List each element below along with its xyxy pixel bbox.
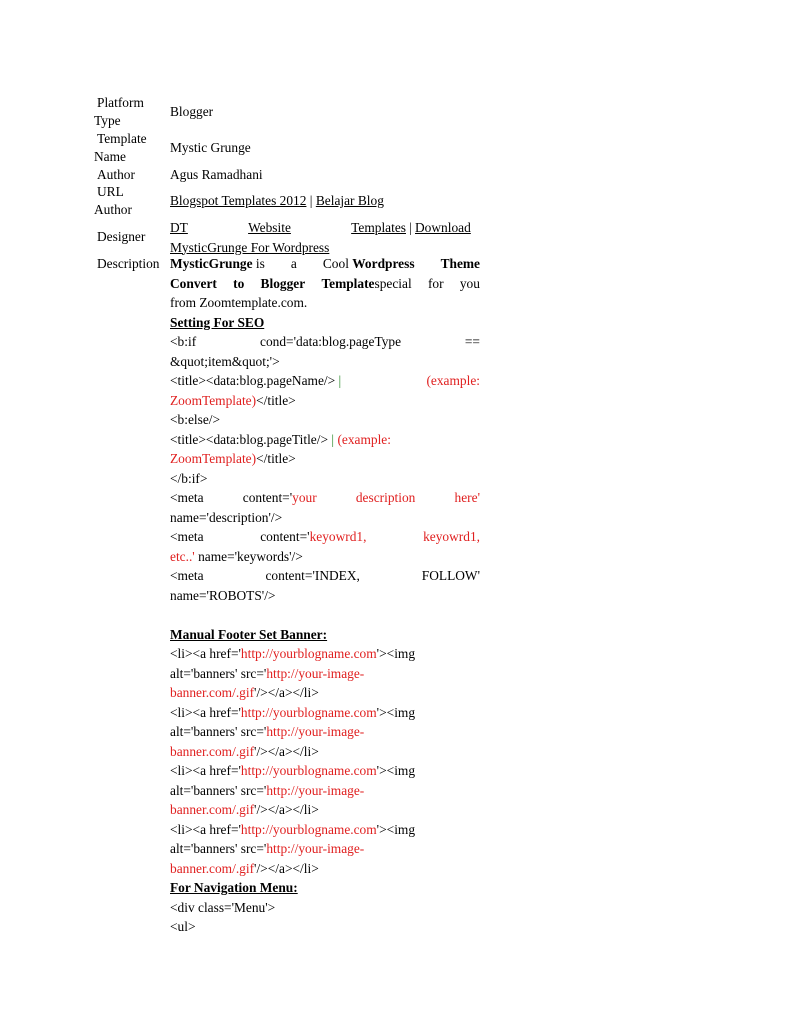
navigation-menu-heading: For Navigation Menu: [170,880,298,895]
designer-link-dt-website-templates[interactable] [170,218,406,238]
code-text: '><img [376,763,416,778]
label-text: Platform [97,95,144,110]
code-line: name='description'/> [170,509,283,525]
label-text: Template [97,131,147,146]
code-line [170,664,480,684]
label-description: Description [97,256,160,271]
intro-text: Cool [322,256,349,271]
designer-word: Templates [351,220,406,235]
code-text: <title><data:blog.pageTitle/> [170,431,329,447]
designer-link-mysticgrunge-wordpress[interactable]: MysticGrunge For Wordpress [170,239,330,255]
code-text: '><img [376,646,416,661]
code-example: (example: [337,431,391,447]
designer-line-1 [170,218,527,238]
code-text: '/></a></li> [254,802,319,817]
code-text: content=' [260,529,310,544]
separator: | [409,220,412,235]
code-url: http://your-image- [266,841,365,856]
code-example: (example: [426,373,480,388]
code-url: banner.com/.gif [170,860,255,876]
intro-bold-text: Wordpress [352,256,415,271]
value-author: Agus Ramadhani [170,167,263,182]
code-url: http://yourblogname.com [240,646,377,661]
intro-text: special [374,275,412,291]
code-line [170,430,480,450]
code-pipe: | [338,373,342,388]
code-text: alt='banners' src=' [170,782,267,798]
label-text: Author [94,201,132,217]
url-link-belajar-blog[interactable]: Belajar Blog [315,193,384,208]
value-template-name: Mystic Grunge [170,140,251,155]
code-text: alt='banners' src=' [170,841,267,856]
code-pipe: | [331,431,335,447]
intro-text: for [427,275,444,291]
code-line [170,566,480,586]
intro-bold-text: to [233,275,245,291]
intro-bold-text: Blogger [260,275,306,291]
code-url: banner.com/.gif [170,743,255,759]
label-text: Type [94,112,121,128]
code-text: '/></a></li> [254,685,319,700]
value-designer [170,218,527,257]
code-example: etc..' [170,548,195,564]
code-line [170,761,480,781]
code-line [170,644,480,664]
intro-line-2 [170,274,480,294]
code-text: <li><a href=' [170,704,241,720]
code-text: '/></a></li> [254,860,319,876]
designer-word: DT [170,220,188,235]
label-template-name [94,130,169,165]
intro-bold-text: MysticGrunge [170,256,253,271]
code-line: <div class='Menu'> [170,899,276,915]
code-text: '><img [376,821,416,837]
designer-word: Download [415,220,471,235]
code-text: alt='banners' src=' [170,665,267,681]
value-platform-type: Blogger [170,104,214,119]
code-example: here' [454,490,480,505]
code-text: <b:if [170,334,197,349]
intro-text: is [255,256,265,271]
code-line: <b:else/> [170,412,221,427]
code-text: cond='data:blog.pageType [260,334,402,349]
blank-line [170,605,480,625]
code-line: <ul> [170,919,196,934]
code-text: alt='banners' src=' [170,724,267,739]
label-text: Name [94,148,126,164]
intro-bold-text: Theme [440,256,480,271]
code-url: http://your-image- [266,665,365,681]
code-line [170,488,480,508]
code-line [170,332,480,352]
code-text: </title> [256,392,296,408]
code-line [170,800,480,820]
intro-line-3: from Zoomtemplate.com. [170,295,308,310]
code-url: http://yourblogname.com [240,704,377,720]
label-text: URL [97,184,124,199]
code-text: content='INDEX, [265,568,360,583]
code-line [170,839,480,859]
code-url: banner.com/.gif [170,802,255,817]
code-line [170,781,480,801]
code-url: http://yourblogname.com [240,821,377,837]
code-line [170,547,480,567]
code-example: description [355,490,416,505]
designer-link-download[interactable] [415,218,527,238]
code-text: <li><a href=' [170,646,241,661]
code-line [170,683,480,703]
code-line: &quot;item&quot;'> [170,353,280,369]
banner-item-2 [170,703,480,762]
description-content [170,254,480,937]
code-line [170,820,480,840]
separator: | [309,193,313,208]
code-text: '><img [376,704,416,720]
url-link-blogspot-templates[interactable]: Blogspot Templates 2012 [170,193,307,208]
banner-item-3 [170,761,480,820]
code-example: your [292,490,317,505]
code-line: </b:if> [170,470,208,486]
intro-text: you [459,275,480,291]
code-line [170,859,480,879]
code-example: ZoomTemplate) [170,451,257,466]
code-line [170,371,480,391]
code-url: banner.com/.gif [170,685,255,700]
intro-bold-text: Convert [170,275,217,291]
value-url-author [170,191,384,211]
banner-item-1 [170,644,480,703]
code-text: <meta [170,490,204,505]
seo-heading: Setting For SEO [170,314,265,330]
code-url: http://your-image- [266,724,365,739]
code-line [170,742,480,762]
code-text: <li><a href=' [170,763,241,778]
intro-text: a [290,256,297,271]
code-url: http://yourblogname.com [240,763,377,778]
banner-item-4 [170,820,480,879]
code-text: FOLLOW' [421,568,480,583]
code-url: http://your-image- [266,782,365,798]
code-text: <title><data:blog.pageName/> [170,373,336,388]
code-line [170,391,480,411]
code-example: ZoomTemplate) [170,392,257,408]
code-line [170,449,480,469]
code-text: content=' [242,490,293,505]
code-text: <meta [170,529,204,544]
designer-word: Website [248,220,291,235]
intro-line-1 [170,254,480,274]
label-designer: Designer [97,229,146,244]
code-text: </title> [256,451,296,466]
label-platform-type [94,94,169,129]
code-line [170,703,480,723]
code-example: keyowrd1, [309,529,367,544]
code-example: keyowrd1, [423,529,480,544]
footer-banner-heading: Manual Footer Set Banner: [170,626,328,642]
code-line [170,722,480,742]
code-text: '/></a></li> [254,743,319,759]
code-line [170,527,480,547]
code-text: name='keywords'/> [194,548,303,564]
intro-bold-text: Template [321,275,375,291]
code-text: <meta [170,568,204,583]
code-text: <li><a href=' [170,821,241,837]
label-url-author [94,183,169,218]
code-line: name='ROBOTS'/> [170,587,276,603]
label-author: Author [97,167,135,182]
code-text: == [464,334,480,349]
